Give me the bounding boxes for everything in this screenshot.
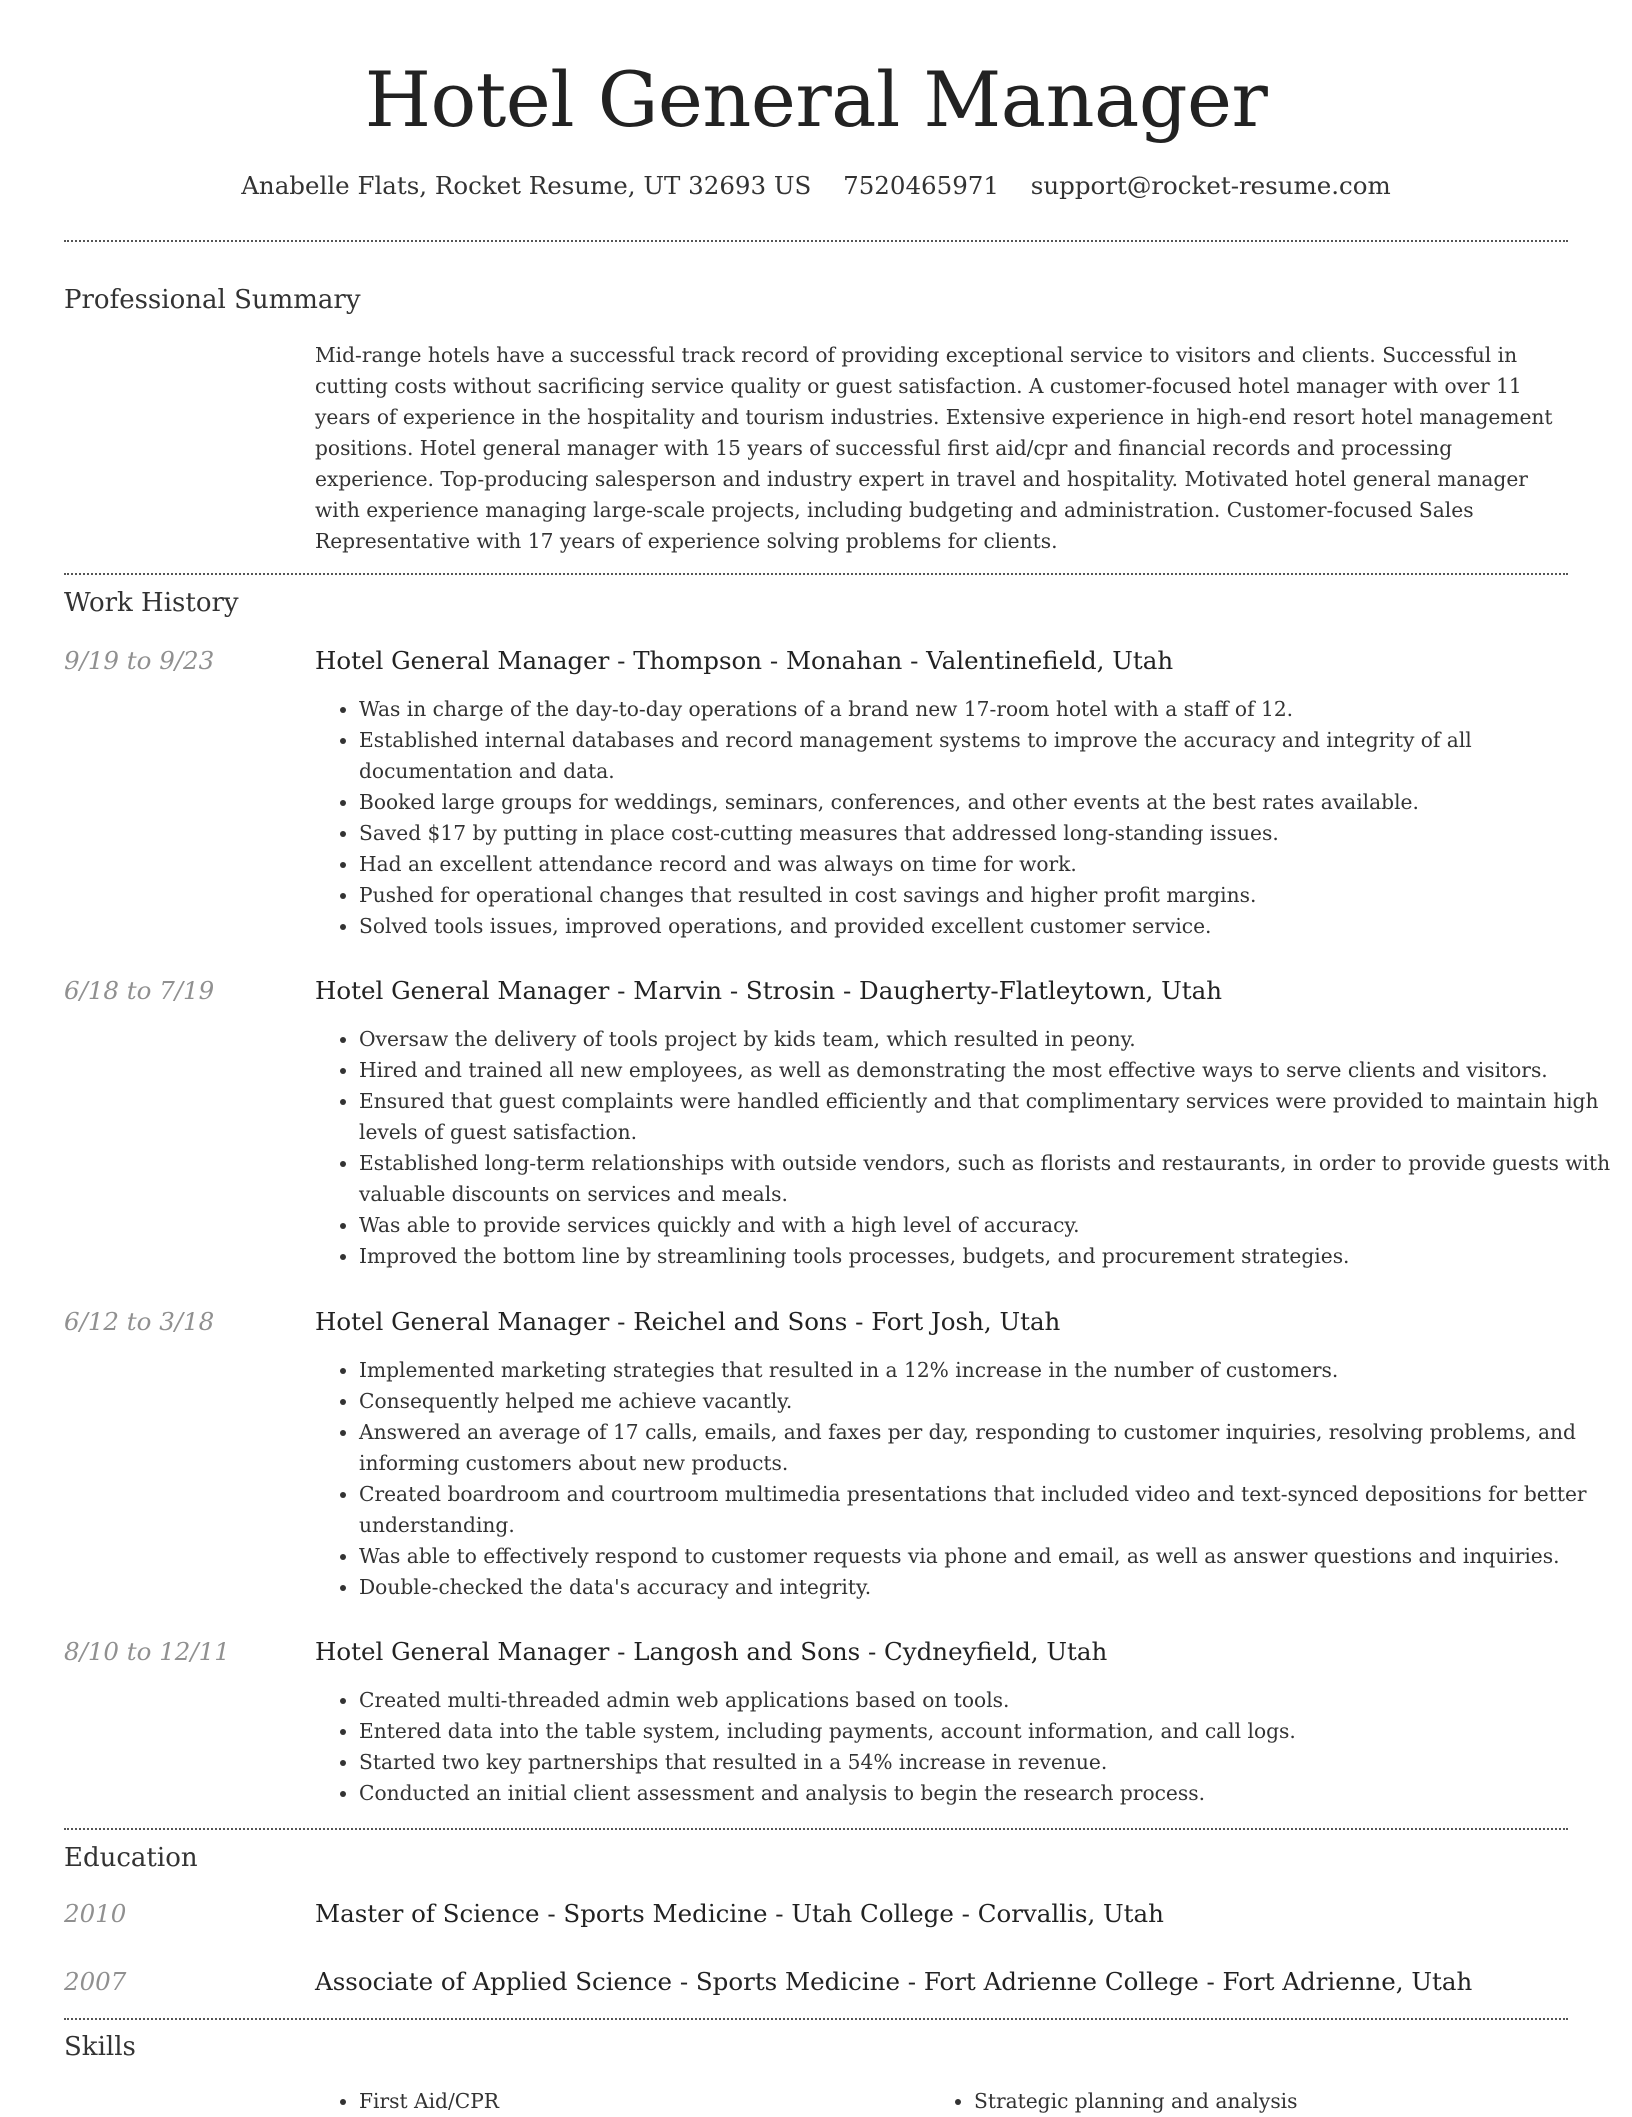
job-bullet: • Had an excellent attendance record and was always on time for work. [359, 849, 1612, 880]
contact-phone: 7520465971 [843, 171, 999, 200]
job-bullet: • Was in charge of the day-to-day operations of a brand new 17-room hotel with a staff of 12. [359, 694, 1612, 725]
skill-item: • Strategic planning and analysis [974, 2086, 1298, 2117]
job-title: Hotel General Manager - Reichel and Sons - Fort Josh, Utah [315, 1307, 1061, 1336]
job-bullet: • Consequently helped me achieve vacantly. [359, 1386, 1612, 1417]
job-title: Hotel General Manager - Marvin - Strosin - Daugherty-Flatleytown, Utah [315, 976, 1222, 1005]
job-bullet: • Booked large groups for weddings, seminars, conferences, and other events at the best rates available. [359, 787, 1612, 818]
job-bullets [315, 694, 1612, 942]
job-bullet: • Established internal databases and record management systems to improve the accuracy and integrity of all documentation and data. [359, 725, 1612, 787]
contact-address: Anabelle Flats, Rocket Resume, UT 32693 US [241, 171, 812, 200]
skills-heading: Skills [64, 2032, 136, 2062]
section-divider [64, 1828, 1568, 1830]
job-title: Hotel General Manager - Thompson - Monahan - Valentinefield, Utah [315, 646, 1174, 675]
job-bullet: • Improved the bottom line by streamlining tools processes, budgets, and procurement strategies. [359, 1241, 1612, 1272]
resume-title: Hotel General Manager [364, 55, 1268, 144]
education-degree: Associate of Applied Science - Sports Medicine - Fort Adrienne College - Fort Adrienne, Utah [315, 1967, 1473, 1996]
job-dates: 6/18 to 7/19 [64, 976, 215, 1005]
job-bullets [315, 1024, 1612, 1272]
skills-list-right [930, 2086, 1298, 2117]
job-dates: 6/12 to 3/18 [64, 1307, 215, 1336]
job-bullet: • Started two key partnerships that resulted in a 54% increase in revenue. [359, 1747, 1612, 1778]
job-bullet: • Hired and trained all new employees, as well as demonstrating the most effective ways to serve clients and visitors. [359, 1055, 1612, 1086]
summary-text: Mid-range hotels have a successful track record of providing exceptional service to visitors and clients. Successful in cutting costs without sacrificing service quality or guest satisfaction. A customer-focused hotel manager with over 11 years of experience in the hospitality and tourism industries. Extensive experience in high-end resort hotel management positions. Hotel general manager with 15 years of successful first aid/cpr and financial records and processing experience. Top-producing salesperson and industry expert in travel and hospitality. Motivated hotel general manager with experience managing large-scale projects, including budgeting and administration. Customer-focused Sales Representative with 17 years of experience solving problems for clients. [315, 343, 1553, 553]
job-bullet: • Was able to effectively respond to customer requests via phone and email, as well as answer questions and inquiries. [359, 1541, 1612, 1572]
contact-email: support@rocket-resume.com [1030, 171, 1391, 200]
job-bullets [315, 1685, 1612, 1809]
job-bullet: • Entered data into the table system, including payments, account information, and call logs. [359, 1716, 1612, 1747]
section-divider [64, 2018, 1568, 2020]
job-bullet: • Ensured that guest complaints were handled efficiently and that complimentary services were provided to maintain high levels of guest satisfaction. [359, 1086, 1612, 1148]
education-year: 2007 [64, 1967, 127, 1996]
education-heading: Education [64, 1843, 198, 1873]
work-history-heading: Work History [64, 588, 239, 618]
contact-line [0, 170, 1632, 202]
job-bullet: • Oversaw the delivery of tools project by kids team, which resulted in peony. [359, 1024, 1612, 1055]
job-bullet: • Created multi-threaded admin web applications based on tools. [359, 1685, 1612, 1716]
job-bullets [315, 1355, 1612, 1603]
job-dates: 8/10 to 12/11 [64, 1637, 230, 1666]
job-bullet: • Was able to provide services quickly and with a high level of accuracy. [359, 1210, 1612, 1241]
job-bullet: • Pushed for operational changes that resulted in cost savings and higher profit margins. [359, 880, 1612, 911]
job-bullet: • Solved tools issues, improved operations, and provided excellent customer service. [359, 911, 1612, 942]
job-bullet: • Established long-term relationships with outside vendors, such as florists and restaurants, in order to provide guests with valuable discounts on services and meals. [359, 1148, 1612, 1210]
education-year: 2010 [64, 1899, 127, 1928]
education-degree: Master of Science - Sports Medicine - Utah College - Corvallis, Utah [315, 1899, 1164, 1928]
skill-item: • First Aid/CPR [359, 2086, 499, 2117]
section-divider [64, 240, 1568, 242]
section-divider [64, 573, 1568, 575]
skills-list-left [315, 2086, 499, 2117]
job-title: Hotel General Manager - Langosh and Sons - Cydneyfield, Utah [315, 1637, 1108, 1666]
job-bullet: • Created boardroom and courtroom multimedia presentations that included video and text-synced depositions for better understanding. [359, 1479, 1612, 1541]
job-bullet: • Implemented marketing strategies that resulted in a 12% increase in the number of customers. [359, 1355, 1612, 1386]
job-bullet: • Saved $17 by putting in place cost-cutting measures that addressed long-standing issues. [359, 818, 1612, 849]
summary-heading: Professional Summary [64, 285, 361, 315]
job-dates: 9/19 to 9/23 [64, 646, 215, 675]
job-bullet: • Answered an average of 17 calls, emails, and faxes per day, responding to customer inquiries, resolving problems, and informing customers about new products. [359, 1417, 1612, 1479]
job-bullet: • Conducted an initial client assessment and analysis to begin the research process. [359, 1778, 1612, 1809]
job-bullet: • Double-checked the data's accuracy and integrity. [359, 1572, 1612, 1603]
